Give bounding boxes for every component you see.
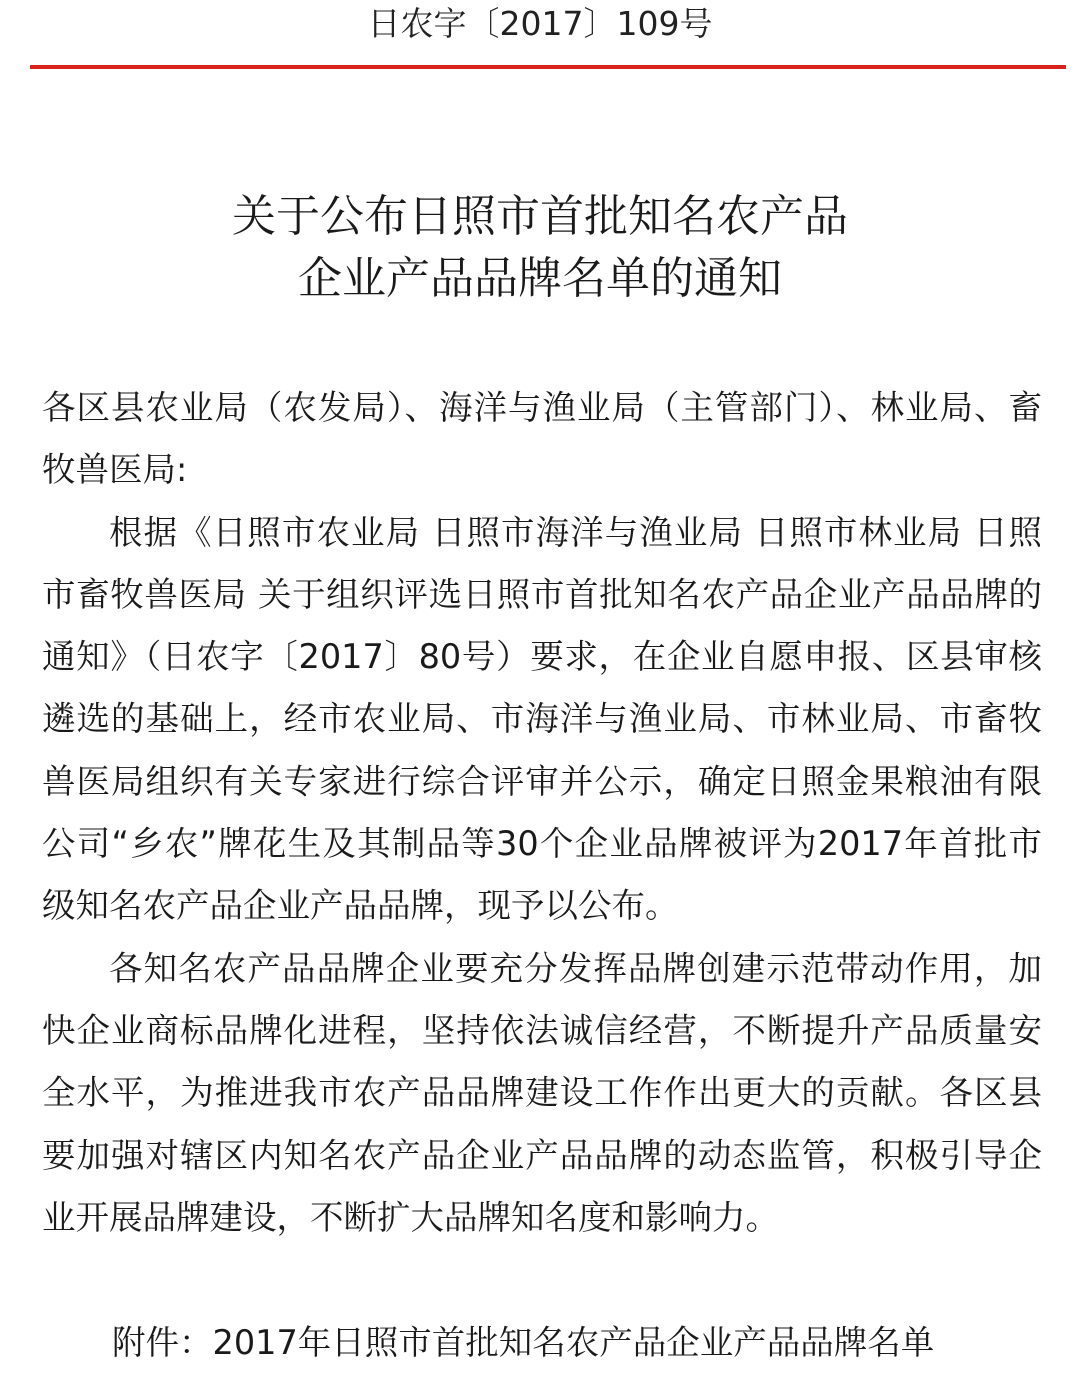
document-number: 日农字〔2017〕109号 <box>367 4 713 43</box>
body-paragraph-1: 根据《日照市农业局 日照市海洋与渔业局 日照市林业局 日照市畜牧兽医局 关于组织评选日照市首批知名农产品企业产品品牌的通知》（日农字〔2017〕80号）要求，在企业自愿申报、区县审核遴选的基础上，经市农业局、市海洋与渔业局、市林业局、市畜牧兽医局组织有关专家进行综合评审并公示，确定日照金果粮油有限公司“乡农”牌花生及其制品等30个企业品牌被评为2017年首批市级知名农产品企业产品品牌，现予以公布。 <box>42 512 1042 926</box>
body-paragraph-2: 各知名农产品品牌企业要充分发挥品牌创建示范带动作用，加快企业商标品牌化进程，坚持依法诚信经营，不断提升产品质量安全水平，为推进我市农产品品牌建设工作作出更大的贡献。各区县要加强对辖区内知名农产品企业产品品牌的动态监管，积极引导企业开展品牌建设，不断扩大品牌知名度和影响力。 <box>42 948 1042 1237</box>
red-header-rule <box>30 65 1066 69</box>
attachment-line: 附件：2017年日照市首批知名农产品企业产品品牌名单 <box>112 1323 935 1362</box>
title-line-2: 企业产品品牌名单的通知 <box>298 253 782 304</box>
title-line-1: 关于公布日照市首批知名农产品 <box>232 191 848 242</box>
document-body <box>42 377 1042 1249</box>
document-title <box>0 186 1080 310</box>
addressee: 各区县农业局（农发局）、海洋与渔业局（主管部门）、林业局、畜牧兽医局: <box>42 388 1042 490</box>
